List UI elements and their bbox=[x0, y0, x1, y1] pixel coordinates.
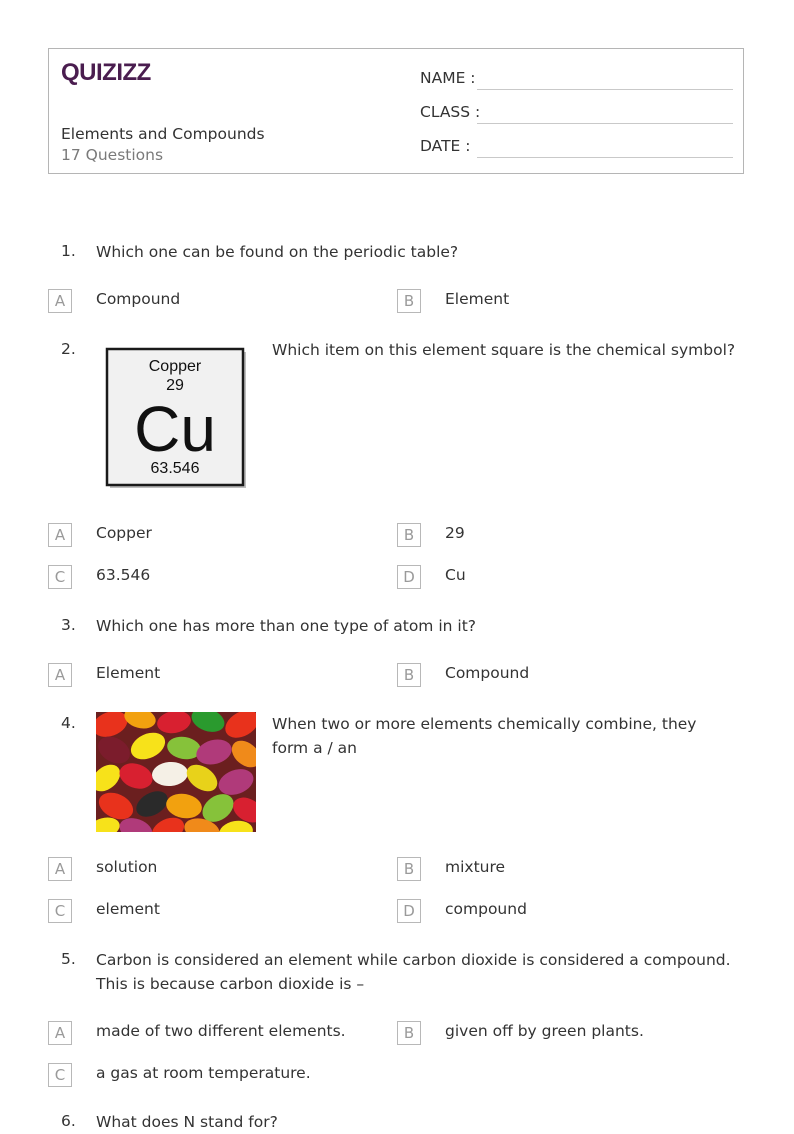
option-letter: B bbox=[397, 857, 421, 881]
question-text: Which one can be found on the periodic table? bbox=[96, 243, 459, 261]
option-b[interactable] bbox=[397, 289, 717, 313]
name-line[interactable] bbox=[477, 89, 733, 90]
option-letter: C bbox=[48, 899, 72, 923]
option-letter: B bbox=[397, 1021, 421, 1045]
option-a[interactable] bbox=[48, 1021, 388, 1045]
name-field[interactable] bbox=[420, 66, 733, 90]
question-number: 3. bbox=[61, 616, 76, 634]
option-a[interactable] bbox=[48, 663, 368, 687]
option-b[interactable] bbox=[397, 523, 717, 547]
date-field[interactable] bbox=[420, 134, 733, 158]
option-a[interactable] bbox=[48, 857, 368, 881]
question-text: Carbon is considered an element while carbon dioxide is considered a compound. This is because carbon dioxide is – bbox=[96, 951, 731, 993]
option-letter: A bbox=[48, 523, 72, 547]
option-c[interactable] bbox=[48, 899, 368, 923]
option-letter: B bbox=[397, 523, 421, 547]
option-letter: B bbox=[397, 289, 421, 313]
class-label: CLASS : bbox=[420, 103, 481, 121]
atomic-number: 29 bbox=[166, 377, 184, 394]
option-letter: B bbox=[397, 663, 421, 687]
worksheet-title: Elements and Compounds bbox=[61, 125, 265, 143]
option-letter: A bbox=[48, 1021, 72, 1045]
question-text: When two or more elements chemically combine, they form a / an bbox=[272, 715, 697, 757]
option-text: solution bbox=[96, 858, 158, 876]
option-d[interactable] bbox=[397, 565, 717, 589]
quizizz-logo bbox=[61, 58, 153, 88]
question-number: 6. bbox=[61, 1112, 76, 1130]
class-field[interactable] bbox=[420, 100, 733, 124]
svg-text:QUIZIZZ: QUIZIZZ bbox=[61, 59, 151, 86]
option-text: made of two different elements. bbox=[96, 1022, 346, 1040]
option-text: compound bbox=[445, 900, 527, 918]
option-text: element bbox=[96, 900, 160, 918]
option-b[interactable] bbox=[397, 1021, 737, 1045]
question-count: 17 Questions bbox=[61, 146, 164, 164]
option-b[interactable] bbox=[397, 663, 717, 687]
name-label: NAME : bbox=[420, 69, 476, 87]
question-number: 5. bbox=[61, 950, 76, 968]
option-letter: A bbox=[48, 289, 72, 313]
option-letter: C bbox=[48, 565, 72, 589]
chemical-symbol: Cu bbox=[134, 393, 216, 465]
option-text: Cu bbox=[445, 566, 466, 584]
question-number: 1. bbox=[61, 242, 76, 260]
date-line[interactable] bbox=[477, 157, 733, 158]
option-letter: D bbox=[397, 899, 421, 923]
option-d[interactable] bbox=[397, 899, 717, 923]
question-text: Which item on this element square is the chemical symbol? bbox=[272, 341, 736, 359]
element-name: Copper bbox=[148, 358, 202, 375]
question-text: Which one has more than one type of atom in it? bbox=[96, 617, 476, 635]
question-number: 4. bbox=[61, 714, 76, 732]
question-number: 2. bbox=[61, 340, 76, 358]
option-text: a gas at room temperature. bbox=[96, 1064, 311, 1082]
atomic-mass: 63.546 bbox=[150, 460, 200, 477]
date-label: DATE : bbox=[420, 137, 471, 155]
option-text: Copper bbox=[96, 524, 152, 542]
option-a[interactable] bbox=[48, 289, 368, 313]
option-text: 29 bbox=[445, 524, 465, 542]
option-text: mixture bbox=[445, 858, 506, 876]
option-letter: A bbox=[48, 663, 72, 687]
option-letter: A bbox=[48, 857, 72, 881]
worksheet-header bbox=[48, 48, 744, 174]
option-c[interactable] bbox=[48, 565, 368, 589]
question-text: What does N stand for? bbox=[96, 1113, 278, 1131]
option-text: Element bbox=[96, 664, 161, 682]
option-letter: D bbox=[397, 565, 421, 589]
option-c[interactable] bbox=[48, 1063, 388, 1087]
option-b[interactable] bbox=[397, 857, 717, 881]
option-text: given off by green plants. bbox=[445, 1022, 644, 1040]
option-text: Compound bbox=[445, 664, 530, 682]
class-line[interactable] bbox=[477, 123, 733, 124]
jelly-beans-image bbox=[96, 712, 256, 832]
option-a[interactable] bbox=[48, 523, 368, 547]
element-square-image bbox=[104, 346, 248, 490]
option-text: Compound bbox=[96, 290, 181, 308]
option-text: Element bbox=[445, 290, 510, 308]
option-text: 63.546 bbox=[96, 566, 151, 584]
option-letter: C bbox=[48, 1063, 72, 1087]
